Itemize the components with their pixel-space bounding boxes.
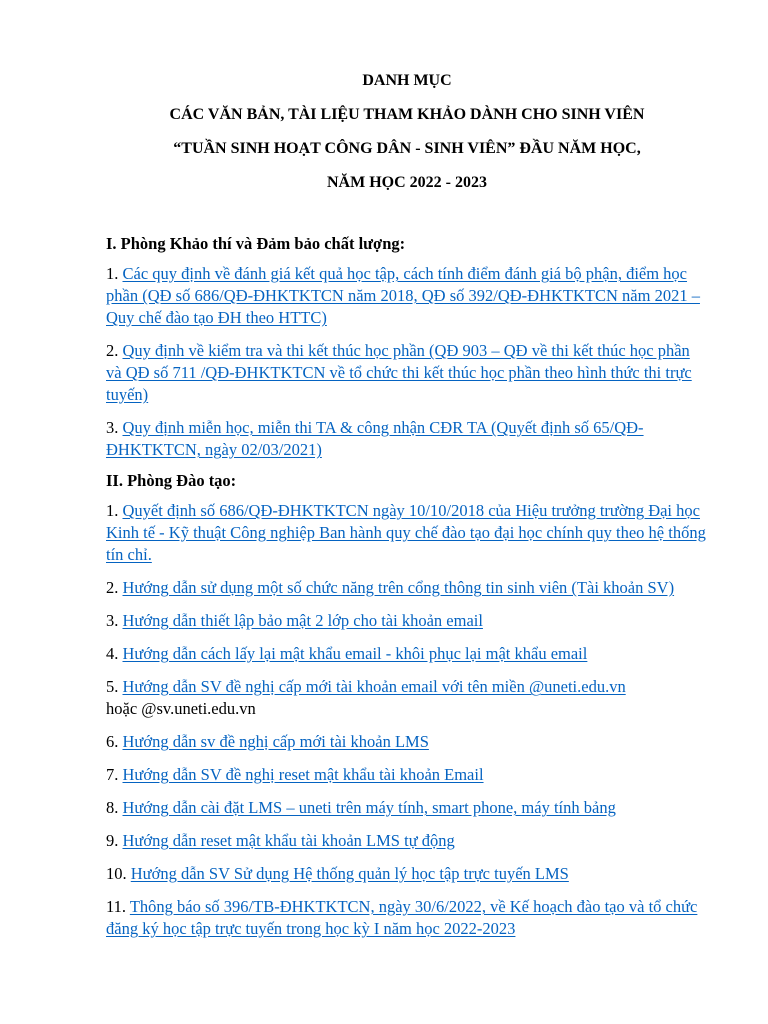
item-number: 7. — [106, 765, 123, 784]
title-line-2: CÁC VĂN BẢN, TÀI LIỆU THAM KHẢO DÀNH CHO SINH VIÊN — [169, 106, 645, 123]
document-link[interactable]: Quy định về kiểm tra và thi kết thúc học phần (QĐ 903 – QĐ về thi kết thúc học phần và QĐ số 711 /QĐ-ĐHKTKTCN về tổ chức thi kết thúc học phần theo hình thức thi trực tuyến) — [106, 341, 692, 404]
list-item — [106, 797, 708, 819]
document-link[interactable]: Hướng dẫn cách lấy lại mật khẩu email - khôi phục lại mật khẩu email — [122, 644, 588, 663]
list-item — [106, 340, 708, 406]
list-item — [106, 863, 708, 885]
item-number: 1. — [106, 264, 123, 283]
section-heading-dao-tao: II. Phòng Đào tạo: — [106, 471, 237, 490]
item-number: 11. — [106, 897, 130, 916]
title-line-3: “TUẦN SINH HOẠT CÔNG DÂN - SINH VIÊN” ĐẦU NĂM HỌC, — [173, 140, 641, 157]
list-item — [106, 643, 708, 665]
item-number: 6. — [106, 732, 123, 751]
list-item — [106, 417, 708, 461]
document-link[interactable]: Hướng dẫn SV Sử dụng Hệ thống quản lý học tập trực tuyến LMS — [130, 864, 569, 883]
document-link[interactable]: Hướng dẫn cài đặt LMS – uneti trên máy tính, smart phone, máy tính bảng — [122, 798, 616, 817]
item-number: 8. — [106, 798, 123, 817]
document-link[interactable]: Thông báo số 396/TB-ĐHKTKTCN, ngày 30/6/2022, về Kế hoạch đào tạo và tổ chức đăng ký học tập trực tuyến trong học kỳ I năm học 2022-2023 — [106, 897, 698, 938]
list-item — [106, 764, 708, 786]
item-number: 3. — [106, 611, 123, 630]
document-link[interactable]: Hướng dẫn SV đề nghị reset mật khẩu tài khoản Email — [122, 765, 484, 784]
list-item — [106, 676, 708, 720]
title-line-1: DANH MỤC — [362, 72, 452, 89]
item-number: 1. — [106, 501, 123, 520]
item-number: 3. — [106, 418, 123, 437]
list-item — [106, 830, 708, 852]
document-link[interactable]: Các quy định về đánh giá kết quả học tập, cách tính điểm đánh giá bộ phận, điểm học phần (QĐ số 686/QĐ-ĐHKTKTCN năm 2018, QĐ số 392/QĐ-ĐHKTKTCN năm 2021 – Quy chế đào tạo ĐH theo HTTC) — [106, 264, 700, 327]
document-link[interactable]: Hướng dẫn thiết lập bảo mật 2 lớp cho tài khoản email — [122, 611, 483, 630]
document-link[interactable]: Quyết định số 686/QĐ-ĐHKTKTCN ngày 10/10/2018 của Hiệu trưởng trường Đại học Kinh tế - Kỹ thuật Công nghiệp Ban hành quy chế đào tạo đại học chính quy theo hệ thống tín chỉ. — [106, 501, 706, 564]
item-number: 9. — [106, 831, 123, 850]
document-link[interactable]: Hướng dẫn sử dụng một số chức năng trên cổng thông tin sinh viên (Tài khoản SV) — [122, 578, 675, 597]
item-number: 10. — [106, 864, 131, 883]
list-item — [106, 263, 708, 329]
document-link[interactable]: Hướng dẫn sv đề nghị cấp mới tài khoản LMS — [122, 732, 429, 751]
list-item — [106, 610, 708, 632]
item-number: 5. — [106, 677, 123, 696]
item-number: 2. — [106, 578, 123, 597]
list-item — [106, 577, 708, 599]
list-item — [106, 500, 708, 566]
item-number: 4. — [106, 644, 123, 663]
document-link[interactable]: Quy định miễn học, miễn thi TA & công nhận CĐR TA (Quyết định số 65/QĐ-ĐHKTKTCN, ngày 02/03/2021) — [106, 418, 644, 459]
document-link[interactable]: Hướng dẫn SV đề nghị cấp mới tài khoản email với tên miền @uneti.edu.vn — [122, 677, 626, 696]
list-item — [106, 896, 708, 940]
document-title — [104, 64, 710, 200]
item-continuation-text: hoặc @sv.uneti.edu.vn — [106, 699, 256, 718]
title-line-4: NĂM HỌC 2022 - 2023 — [327, 174, 487, 191]
section-heading-khao-thi: I. Phòng Khảo thí và Đảm bảo chất lượng: — [106, 234, 406, 253]
document-link[interactable]: Hướng dẫn reset mật khẩu tài khoản LMS tự động — [122, 831, 455, 850]
list-item — [106, 731, 708, 753]
item-number: 2. — [106, 341, 123, 360]
